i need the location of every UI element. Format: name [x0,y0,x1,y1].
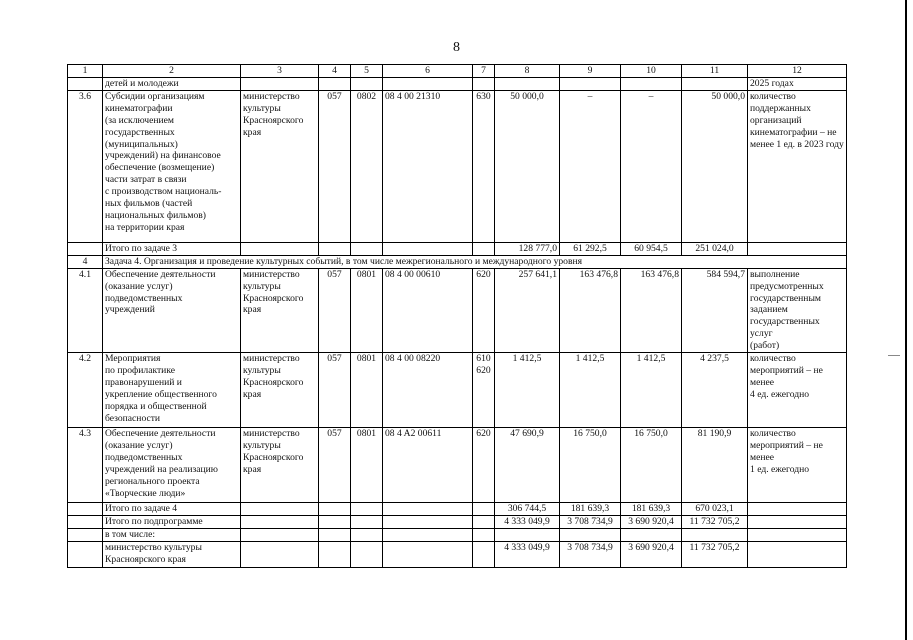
continuation-row [68,78,847,91]
row-2025: – [621,90,682,242]
row-2023: 306 744,5 [495,503,560,516]
header-cell: 9 [560,65,621,78]
row-2023: 257 641,1 [495,268,560,352]
itogo-task-3-row [68,242,847,255]
row-2024: 3 708 734,9 [560,515,621,528]
header-cell: 11 [682,65,748,78]
row-total: 11 732 705,2 [682,515,748,528]
row-grbs: министерство культуры Красноярского края [241,353,319,428]
header-cell: 12 [748,65,847,78]
row-vr-code: 620 [473,428,495,503]
row-gr-code: 057 [319,353,351,428]
row-result: количество поддержанных организаций кинематографии – не менее 1 ед. в 2023 году [748,90,847,242]
row-csr-code: 08 4 00 08220 [383,353,473,428]
page-number: 8 [453,40,460,55]
row-2025: 16 750,0 [621,428,682,503]
including-row [68,528,847,541]
row-result: количество мероприятий – не менее 4 ед. ежегодно [748,353,847,428]
row-result: 2025 годах [748,78,847,91]
table-row-4-2 [68,353,847,428]
row-2025: 60 954,5 [621,242,682,255]
header-cell: 2 [103,65,241,78]
row-2024: 181 639,3 [560,503,621,516]
row-vr-code: 620 [473,268,495,352]
row-2024: 163 476,8 [560,268,621,352]
row-rz-code: 0801 [351,428,383,503]
itogo-subprogram-row [68,515,847,528]
header-cell: 4 [319,65,351,78]
header-cell: 8 [495,65,560,78]
row-2023: 50 000,0 [495,90,560,242]
row-2025: 3 690 920,4 [621,541,682,567]
margin-mark [888,355,900,356]
row-2024: 16 750,0 [560,428,621,503]
row-name: в том числе: [103,528,241,541]
row-name: Мероприятия по профилактике правонарушений и укрепление общественного порядка и общественной безопасности [103,353,241,428]
row-grbs: министерство культуры Красноярского края [241,268,319,352]
row-name: министерство культуры Красноярского края [103,541,241,567]
row-2024: 3 708 734,9 [560,541,621,567]
row-csr-code: 08 4 A2 00611 [383,428,473,503]
row-number: 4.2 [68,353,103,428]
task-title: Задача 4. Организация и проведение культурных событий, в том числе межрегионального и международного уровня [103,255,847,268]
row-result: количество мероприятий – не менее 1 ед. ежегодно [748,428,847,503]
header-cell: 10 [621,65,682,78]
row-gr-code: 057 [319,268,351,352]
row-csr-code: 08 4 00 00610 [383,268,473,352]
row-total: 81 190,9 [682,428,748,503]
row-grbs: министерство культуры Красноярского края [241,90,319,242]
row-gr-code: 057 [319,428,351,503]
row-gr-code: 057 [319,90,351,242]
row-total: 584 594,7 [682,268,748,352]
header-row [68,65,847,78]
row-name: Обеспечение деятельности (оказание услуг) подведомственных учреждений на реализацию регионального проекта «Творческие люди» [103,428,241,503]
row-total: 251 024,0 [682,242,748,255]
header-cell: 1 [68,65,103,78]
row-number: 4.1 [68,268,103,352]
row-total: 4 237,5 [682,353,748,428]
header-cell: 3 [241,65,319,78]
row-rz-code: 0801 [351,268,383,352]
row-2023: 47 690,9 [495,428,560,503]
header-cell: 7 [473,65,495,78]
row-2025: 163 476,8 [621,268,682,352]
row-grbs: министерство культуры Красноярского края [241,428,319,503]
row-2025: 181 639,3 [621,503,682,516]
row-2023: 128 777,0 [495,242,560,255]
row-vr-code: 610 620 [473,353,495,428]
row-number: 4.3 [68,428,103,503]
row-total: 11 732 705,2 [682,541,748,567]
row-2024: 61 292,5 [560,242,621,255]
row-rz-code: 0801 [351,353,383,428]
task-4-header-row [68,255,847,268]
row-2023: 4 333 049,9 [495,541,560,567]
row-number: 3.6 [68,90,103,242]
row-rz-code: 0802 [351,90,383,242]
row-total: 50 000,0 [682,90,748,242]
header-cell: 6 [383,65,473,78]
table-row-4-3 [68,428,847,503]
table-row-3-6 [68,90,847,242]
row-vr-code: 630 [473,90,495,242]
row-2023: 4 333 049,9 [495,515,560,528]
row-name: детей и молодежи [103,78,241,91]
row-total: 670 023,1 [682,503,748,516]
budget-table [67,64,847,568]
page-edge-line [905,0,907,640]
row-name: Итого по подпрограмме [103,515,241,528]
row-result: выполнение предусмотренных государственным заданием государственных услуг (работ) [748,268,847,352]
itogo-task-4-row [68,503,847,516]
row-name: Обеспечение деятельности (оказание услуг) подведомственных учреждений [103,268,241,352]
row-2024: – [560,90,621,242]
row-2025: 1 412,5 [621,353,682,428]
row-name: Итого по задаче 4 [103,503,241,516]
header-cell: 5 [351,65,383,78]
table-row-4-1 [68,268,847,352]
ministry-row [68,541,847,567]
row-csr-code: 08 4 00 21310 [383,90,473,242]
row-2024: 1 412,5 [560,353,621,428]
row-name: Субсидии организациям кинематографии (за исключением государственных (муниципальных) учреждений) на финансовое обеспечение (возмещение) части затрат в связи с производством националь- ных фильмов (частей национальных фильмов) на территории края [103,90,241,242]
row-2023: 1 412,5 [495,353,560,428]
row-2025: 3 690 920,4 [621,515,682,528]
task-number: 4 [68,255,103,268]
row-name: Итого по задаче 3 [103,242,241,255]
